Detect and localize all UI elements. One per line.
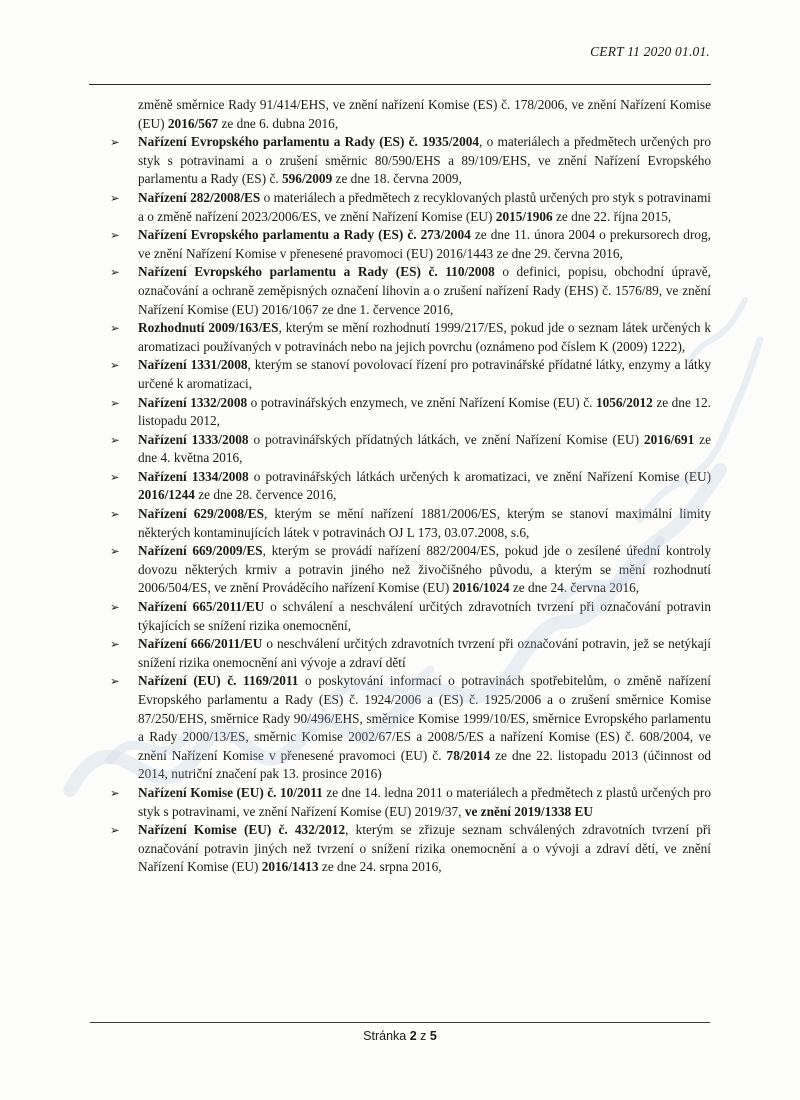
arrow-bullet-icon: ➢ [110,674,120,689]
list-item [110,672,711,784]
list-item [110,598,711,635]
item-text: Rozhodnutí 2009/163/ES, kterým se mění rozhodnutí 1999/217/ES, pokud jde o seznam látek určených k aromatizaci používaných v potravinách nebo na jejich povrchu (oznámeno pod číslem K (2009) 1222), [138,320,711,354]
item-text: Nařízení 282/2008/ES o materiálech a předmětech z recyklovaných plastů určených pro styk s potravinami a o změně nařízení 2023/2006/ES, ve znění Nařízení Komise (EU) 2015/1906 ze dne 22. října 2015, [138,189,711,224]
arrow-bullet-icon: ➢ [110,321,120,336]
list-item [110,505,711,542]
list-item [110,133,711,189]
item-text: Nařízení (EU) č. 1169/2011 o poskytování informací o potravinách spotřebitelům, o změně nařízení Evropského parlamentu a Rady (ES) č. 1924/2006 a (ES) č. 1925/2006 a o zrušení směrnice Komise 87/250/EHS, směrnice Rady 90/496/EHS, směrnice Komise 1999/10/ES, směrnice Evropského parlamentu a Rady 2000/13/ES, směrnic Komise 2002/67/ES a 2008/5/ES a nařízení Komise (ES) č. 608/2004, ve znění Nařízení Komise v přenesené pravomoci (EU) č. 78/2014 ze dne 22. listopadu 2013 (účinnost od 2014, nutriční značení pak 13. prosince 2016) [138,673,712,782]
list-item [110,263,711,319]
item-text: Nařízení 665/2011/EU o schválení a neschválení určitých zdravotních tvrzení při označování potravin týkajících se snížení rizika onemocnění, [138,599,711,633]
arrow-bullet-icon: ➢ [110,637,120,652]
page-footer [90,1022,710,1043]
item-text: Nařízení Evropského parlamentu a Rady (ES) č. 273/2004 ze dne 11. února 2004 o prekursorech drog, ve znění Nařízení Komise v přenesené pravomoci (EU) 2016/1443 ze dne 29. června 2016, [138,227,711,261]
arrow-bullet-icon: ➢ [110,265,120,280]
document-reference: CERT 11 2020 01.01. [590,44,710,59]
footer-page-total: 5 [429,1029,437,1043]
list-item [110,431,711,468]
list-item [110,226,711,263]
footer-prefix: Stránka [363,1029,407,1043]
arrow-bullet-icon: ➢ [110,600,120,615]
list-item [110,319,711,356]
arrow-bullet-icon: ➢ [110,823,120,838]
arrow-bullet-icon: ➢ [110,785,120,800]
arrow-bullet-icon: ➢ [110,190,120,205]
bullet-spacer [110,96,138,133]
regulation-list [110,96,711,877]
list-item [110,189,711,226]
item-text: Nařízení Evropského parlamentu a Rady (ES) č. 110/2008 o definici, popisu, obchodní úpravě, označování a ochraně zeměpisných označení lihovin a o zrušení nařízení Rady (EHS) č. 1576/89, ve znění Nařízení Komise (EU) 2016/1067 ze dne 1. července 2016, [138,264,711,317]
item-text: změně směrnice Rady 91/414/EHS, ve znění nařízení Komise (ES) č. 178/2006, ve znění Nařízení Komise (EU) 2016/567 ze dne 6. dubna 2016, [138,97,711,131]
list-item [110,394,711,431]
item-text: Nařízení 1334/2008 o potravinářských látkách určených k aromatizaci, ve znění Nařízení Komise (EU) 2016/1244 ze dne 28. července 2016, [138,468,711,503]
list-item [110,784,711,821]
item-text: Nařízení 1331/2008, kterým se stanoví povolovací řízení pro potravinářské přídatné látky, enzymy a látky určené k aromatizaci, [138,357,711,391]
item-text: Nařízení 1333/2008 o potravinářských přídatných látkách, ve znění Nařízení Komise (EU) 2016/691 ze dne 4. května 2016, [138,431,711,466]
item-text: Nařízení Komise (EU) č. 10/2011 ze dne 14. ledna 2011 o materiálech a předmětech z plastů určených pro styk s potravinami, ve znění Nařízení Komise (EU) 2019/37, ve znění 2019/1338 EU [138,784,712,819]
footer-page-number: 2 [409,1029,417,1043]
list-item [110,96,711,133]
item-text: Nařízení 666/2011/EU o neschválení určitých zdravotních tvrzení při označování potravin, jež se netýkají snížení rizika onemocnění ani vývoje a zdraví dětí [138,636,711,670]
list-item [110,542,711,598]
header-rule [89,84,711,85]
arrow-bullet-icon: ➢ [110,507,120,522]
list-item [110,821,711,877]
arrow-bullet-icon: ➢ [110,135,120,150]
item-text: Nařízení Evropského parlamentu a Rady (ES) č. 1935/2004, o materiálech a předmětech určených pro styk s potravinami a o zrušení směrnic 80/590/EHS a 89/109/EHS, ve znění Nařízení Evropského parlamentu a Rady (ES) č. 596/2009 ze dne 18. června 2009, [138,134,711,187]
item-text: Nařízení 629/2008/ES, kterým se mění nařízení 1881/2006/ES, kterým se stanoví maximální limity některých kontaminujících látek v potravinách OJ L 173, 03.07.2008, s.6, [138,506,711,540]
arrow-bullet-icon: ➢ [110,395,120,410]
item-text: Nařízení 669/2009/ES, kterým se provádí nařízení 882/2004/ES, pokud jde o zesílené úřední kontroly dovozu některých krmiv a potravin jiného než živočišného původu, a kterým se mění rozhodnutí 2006/504/ES, ve znění Prováděcího nařízení Komise (EU) 2016/1024 ze dne 24. června 2016, [138,543,711,596]
list-item [110,356,711,393]
arrow-bullet-icon: ➢ [110,469,120,484]
footer-separator: z [420,1029,427,1043]
arrow-bullet-icon: ➢ [110,544,120,559]
arrow-bullet-icon: ➢ [110,228,120,243]
list-item [110,635,711,672]
arrow-bullet-icon: ➢ [110,432,120,447]
list-item [110,468,711,505]
item-text: Nařízení Komise (EU) č. 432/2012, kterým se zřizuje seznam schválených zdravotních tvrzení při označování potravin jiných než tvrzení o snížení rizika onemocnění a o vývoji a zdraví dětí, ve znění Nařízení Komise (EU) 2016/1413 ze dne 24. srpna 2016, [138,822,711,875]
item-text: Nařízení 1332/2008 o potravinářských enzymech, ve znění Nařízení Komise (EU) č. 1056/2012 ze dne 12. listopadu 2012, [138,394,711,429]
arrow-bullet-icon: ➢ [110,358,120,373]
